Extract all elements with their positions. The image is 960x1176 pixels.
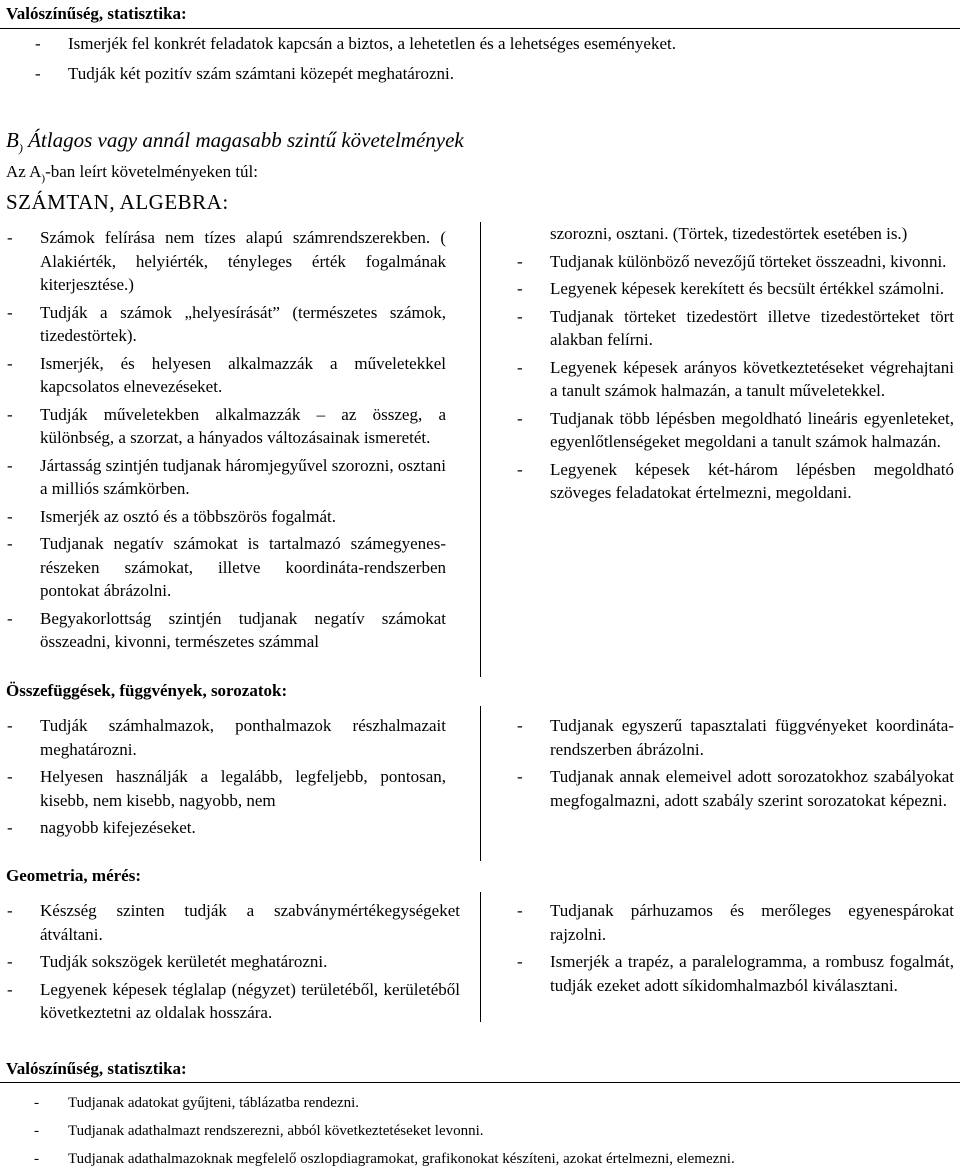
szamtan-title: SZÁMTAN, ALGEBRA: <box>6 190 229 214</box>
section-b-title: $B_)$ Átlagos vagy annál magasabb szintű követelmények <box>6 128 464 156</box>
list-item-continuation: szorozni, osztani. (Törtek, tizedestörtek esetében is.) <box>550 224 908 243</box>
list-item: - Tudjanak adathalmazoknak megfelelő oszlopdiagramokat, grafikonokat készíteni, azokat értelmezni, elemezni. <box>34 1151 735 1167</box>
list-item: - Készség szinten tudják a szabványmértékegységeket átváltani. <box>7 901 460 944</box>
list-item: - nagyobb kifejezéseket. <box>7 818 196 837</box>
section-title-valoszinuseg-bottom: Valószínűség, statisztika: <box>6 1059 187 1078</box>
list-item: - Legyenek képesek arányos következtetéseket végrehajtani a tanult számok halmazán, a tanult műveletekkel. <box>517 357 954 400</box>
list-item: - Ismerjék fel konkrét feladatok kapcsán a biztos, a lehetetlen és a lehetséges eseményeket. <box>35 34 676 53</box>
column-divider <box>480 706 481 861</box>
fuggvenyek-left-list <box>7 714 446 844</box>
column-divider <box>480 892 481 1022</box>
list-item: - Tudjanak negatív számokat is tartalmazó számegyenes-részeken számokat, illetve koordináta-rendszerben pontokat ábrázolni. <box>7 534 446 600</box>
list-item: - Tudják műveletekben alkalmazzák – az összeg, a különbség, a szorzat, a hányados változásainak ismeretét. <box>7 404 446 447</box>
list-item: - Számok felírása nem tízes alapú számrendszerekben. ( Alakiérték, helyiérték, tényleges érték fogalmának kiterjesztése.) <box>7 228 446 294</box>
list-item: - Tudják két pozitív szám számtani közepét meghatározni. <box>35 63 455 83</box>
divider-line <box>0 28 960 29</box>
list-item: - Tudjanak egyszerű tapasztalati függvényeket koordináta-rendszerben ábrázolni. <box>517 716 954 759</box>
fuggvenyek-right-list <box>517 714 954 816</box>
list-item: - Helyesen használják a legalább, legfeljebb, pontosan, kisebb, nem kisebb, nagyobb, nem <box>7 767 446 810</box>
bottom-list <box>34 1092 948 1176</box>
section-b-intro: Az $A_)$-ban leírt követelményeken túl: <box>6 162 258 185</box>
list-item: - Tudjanak különböző nevezőjű törteket összeadni, kivonni. <box>517 251 947 271</box>
column-divider <box>480 222 481 677</box>
list-item: - Tudják sokszögek kerületét meghatározni. <box>7 952 328 971</box>
list-item: - Ismerjék a trapéz, a paralelogramma, a rombusz fogalmát, tudják ezeket adott síkidomhalmazból kiválasztani. <box>517 952 954 995</box>
divider-line <box>0 1082 960 1083</box>
list-item: - Ismerjék az osztó és a többszörös fogalmát. <box>7 506 336 526</box>
list-item: - Tudjanak több lépésben megoldható lineáris egyenleteket, egyenlőtlenségeket megoldani a tanult számok halmazán. <box>517 408 954 451</box>
list-item: - Tudjanak adathalmazt rendszerezni, abból következtetéseket levonni. <box>34 1123 484 1139</box>
list-item: - Tudjanak annak elemeivel adott sorozatokhoz szabályokat megfogalmazni, adott szabály szerint sorozatokat képezni. <box>517 767 954 810</box>
szamtan-left-list <box>7 226 446 658</box>
list-item: - Begyakorlottság szintjén tudjanak negatív számokat összeadni, kivonni, természetes számmal <box>7 608 446 651</box>
list-item: - Tudják számhalmazok, ponthalmazok részhalmazait meghatározni. <box>7 716 446 759</box>
list-item: - Tudjanak törteket tizedestört illetve tizedestörteket tört alakban felírni. <box>517 306 954 349</box>
list-item: - Legyenek képesek kerekített és becsült értékkel számolni. <box>517 279 945 298</box>
geometria-left-list <box>7 899 460 1029</box>
geometria-right-list <box>517 899 954 1001</box>
geometria-title: Geometria, mérés: <box>6 866 141 885</box>
list-item: - Legyenek képesek két-három lépésben megoldható szöveges feladatokat értelmezni, megoldani. <box>517 459 954 502</box>
fuggvenyek-title: Összefüggések, függvények, sorozatok: <box>6 681 288 700</box>
szamtan-right-list <box>517 222 954 509</box>
section-title-valoszinuseg-top: Valószínűség, statisztika: <box>6 4 187 23</box>
list-item: - Tudjanak adatokat gyűjteni, táblázatba rendezni. <box>34 1095 360 1111</box>
list-item: - Ismerjék, és helyesen alkalmazzák a műveletekkel kapcsolatos elnevezéseket. <box>7 353 446 396</box>
list-item: - Jártasság szintjén tudjanak háromjegyűvel szorozni, osztani a milliós számkörben. <box>7 455 446 498</box>
list-item: - Legyenek képesek téglalap (négyzet) területéből, kerületéből következtetni az oldalak hosszára. <box>7 979 460 1022</box>
list-item: - Tudják a számok „helyesírását” (természetes számok, tizedestörtek). <box>7 302 446 345</box>
list-item: - Tudjanak párhuzamos és merőleges egyenespárokat rajzolni. <box>517 901 954 944</box>
top-list <box>35 32 948 89</box>
